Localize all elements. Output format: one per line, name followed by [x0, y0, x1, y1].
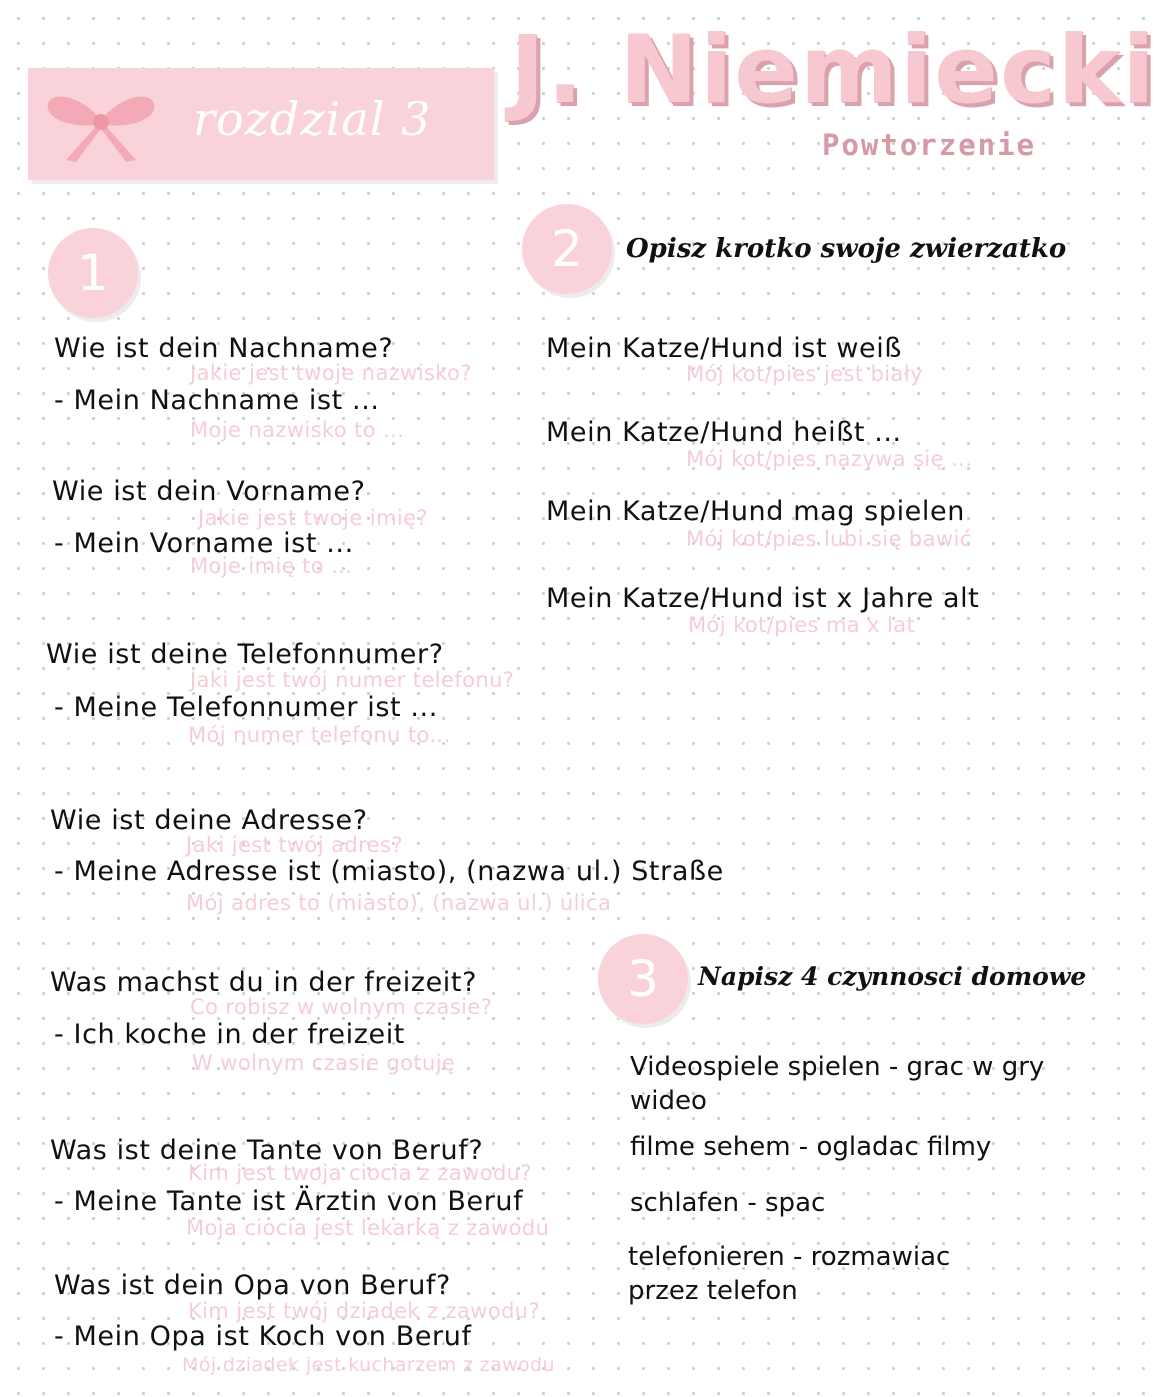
s1-question-1-translation: Jakie jest twoje nazwisko?	[190, 361, 472, 385]
section-3-number: 3	[598, 934, 688, 1024]
section-2-heading: Opisz krotko swoje zwierzatko	[626, 234, 1067, 264]
s1-answer-7-translation: Mój dziadek jest kucharzem z zawodu	[182, 1354, 555, 1376]
s2-line-2: Mein Katze/Hund heißt ...	[546, 417, 902, 448]
s1-question-5-translation: Co robisz w wolnym czasie?	[190, 995, 493, 1019]
s3-item-1-line-2: wideo	[630, 1086, 707, 1116]
s2-line-3: Mein Katze/Hund mag spielen	[546, 496, 965, 527]
s1-question-6: Was ist deine Tante von Beruf?	[50, 1135, 484, 1166]
s3-item-4	[628, 1240, 950, 1308]
s1-answer-4-translation: Mój adres to (miasto), (nazwa ul.) ulica	[186, 891, 612, 915]
s1-question-2: Wie ist dein Vorname?	[52, 476, 366, 507]
chapter-banner	[28, 68, 494, 180]
s1-question-1: Wie ist dein Nachname?	[54, 333, 394, 364]
s1-answer-6-translation: Moja ciocia jest lekarką z zawodu	[186, 1216, 550, 1240]
s1-question-4-translation: Jaki jest twój adres?	[186, 833, 403, 857]
s2-line-2-translation: Mój kot/pies nazywa się ...	[686, 447, 973, 471]
s1-answer-1: - Mein Nachname ist ...	[54, 385, 380, 416]
s1-answer-5: - Ich koche in der freizeit	[54, 1019, 405, 1050]
chapter-label: rozdzial 3	[193, 92, 432, 146]
s1-answer-4: - Meine Adresse ist (miasto), (nazwa ul.) Straße	[54, 856, 724, 887]
s1-question-7: Was ist dein Opa von Beruf?	[54, 1270, 451, 1301]
s1-answer-6: - Meine Tante ist Ärztin von Beruf	[54, 1186, 524, 1217]
s1-answer-5-translation: W wolnym czasie gotuję	[192, 1051, 456, 1075]
s1-question-3-translation: Jaki jest twój numer telefonu?	[190, 668, 515, 692]
s2-line-1-translation: Mój kot/pies jest biały	[686, 362, 923, 386]
s1-question-6-translation: Kim jest twoja ciocia z zawodu?	[188, 1161, 532, 1185]
section-2-number: 2	[522, 204, 612, 294]
page-title: J. Niemiecki	[510, 16, 1156, 125]
s3-item-4-line-1: telefonieren - rozmawiac	[628, 1242, 951, 1272]
s1-question-4: Wie ist deine Adresse?	[50, 805, 368, 836]
s1-answer-3-translation: Mój numer telefonu to...	[188, 723, 451, 747]
s1-question-3: Wie ist deine Telefonnumer?	[46, 639, 444, 670]
s3-item-2: filme sehem - ogladac filmy	[630, 1132, 992, 1162]
s3-item-3: schlafen - spac	[630, 1188, 826, 1218]
s2-line-4-translation: Mój kot/pies ma x lat	[688, 613, 916, 637]
s3-item-4-line-2: przez telefon	[628, 1276, 798, 1306]
s1-answer-3: - Meine Telefonnumer ist ...	[54, 692, 438, 723]
s1-question-5: Was machst du in der freizeit?	[50, 967, 477, 998]
s1-question-2-translation: Jakie jest twoje imię?	[198, 506, 428, 530]
s2-line-1: Mein Katze/Hund ist weiß	[546, 333, 902, 364]
s2-line-3-translation: Mój kot/pies lubi się bawić	[686, 527, 972, 551]
s3-item-1	[630, 1050, 1044, 1118]
bow-icon	[42, 86, 160, 166]
s1-answer-2-translation: Moje imię to ...	[190, 554, 353, 578]
s3-item-1-line-1: Videospiele spielen - grac w gry	[630, 1052, 1045, 1082]
section-3-heading: Napisz 4 czynnosci domowe	[698, 962, 1087, 991]
s2-line-4: Mein Katze/Hund ist x Jahre alt	[546, 583, 980, 614]
s1-answer-2: - Mein Vorname ist ...	[54, 528, 354, 559]
s1-question-7-translation: Kim jest twój dziadek z zawodu?	[188, 1299, 541, 1323]
s1-answer-1-translation: Moje nazwisko to ...	[190, 418, 405, 442]
section-1-number: 1	[48, 228, 138, 318]
s1-answer-7: - Mein Opa ist Koch von Beruf	[54, 1321, 472, 1352]
page-subtitle: Powtorzenie	[822, 128, 1037, 162]
